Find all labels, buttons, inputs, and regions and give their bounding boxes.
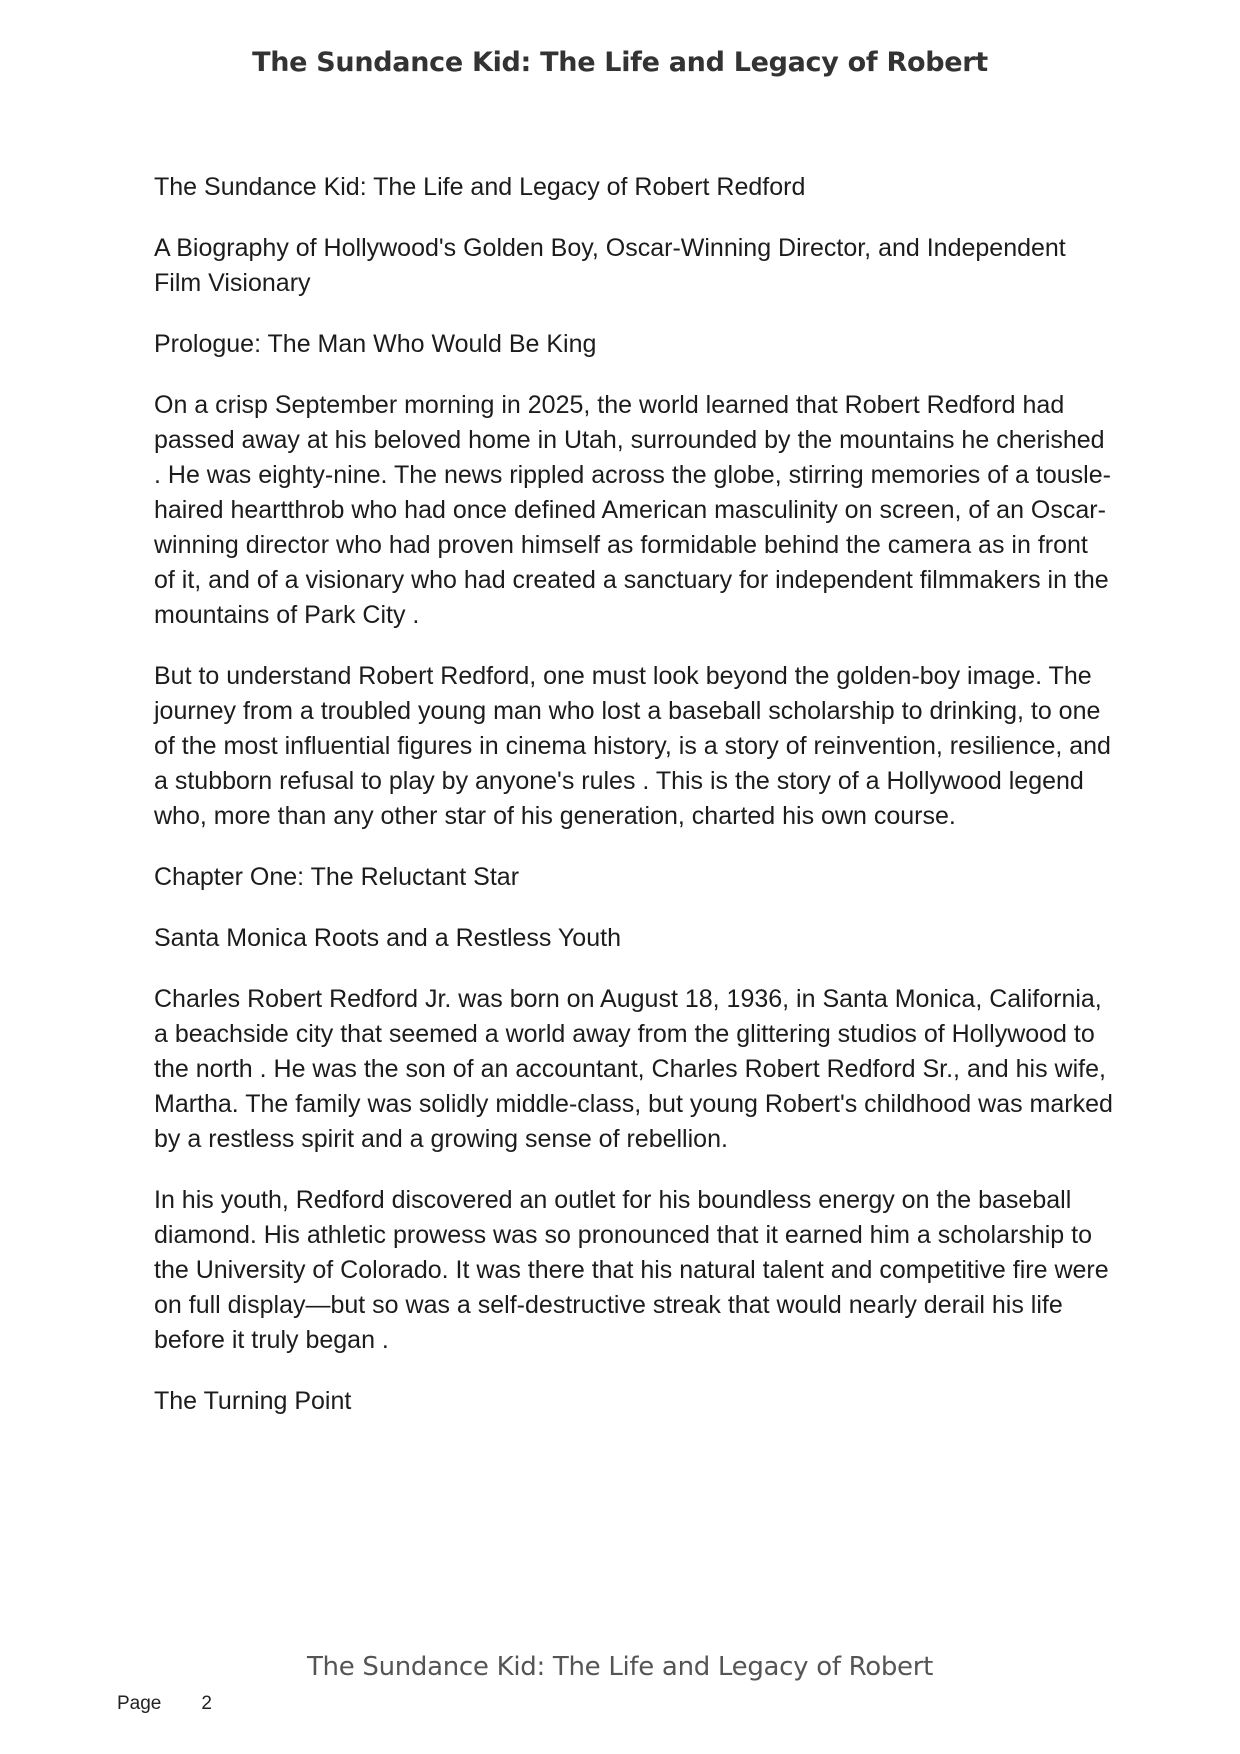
page-number: [117, 1693, 212, 1715]
page-number-value: 2: [201, 1693, 212, 1714]
page-label: Page: [117, 1693, 162, 1714]
body-paragraph: But to understand Robert Redford, one must look beyond the golden-boy image. The journey from a troubled young man who lost a baseball scholarship to drinking, to one of the most influential figures in cinema history, is a story of reinvention, resilience, and a stubborn refusal to play by anyone's rules . This is the story of a Hollywood legend who, more than any other star of his generation, charted his own course.: [154, 662, 1111, 830]
section-heading: Santa Monica Roots and a Restless Youth: [154, 924, 621, 952]
section-heading: The Turning Point: [154, 1387, 352, 1415]
document-body: [154, 170, 1114, 1445]
section-heading-prologue: Prologue: The Man Who Would Be King: [154, 330, 597, 358]
book-title: The Sundance Kid: The Life and Legacy of Robert Redford: [154, 173, 806, 201]
page-footer: The Sundance Kid: The Life and Legacy of Robert: [306, 1652, 934, 1682]
page-header: The Sundance Kid: The Life and Legacy of Robert: [252, 47, 988, 78]
body-paragraph: In his youth, Redford discovered an outlet for his boundless energy on the baseball diamond. His athletic prowess was so pronounced that it earned him a scholarship to the University of Colorado. It was there that his natural talent and competitive fire were on full display—but so was a self-destructive streak that would nearly derail his life before it truly began .: [154, 1186, 1109, 1354]
body-paragraph: On a crisp September morning in 2025, the world learned that Robert Redford had passed away at his beloved home in Utah, surrounded by the mountains he cherished . He was eighty-nine. The news rippled across the globe, stirring memories of a tousle-haired heartthrob who had once defined American masculinity on screen, of an Oscar-winning director who had proven himself as formidable behind the camera as in front of it, and of a visionary who had created a sanctuary for independent filmmakers in the mountains of Park City .: [154, 391, 1111, 629]
chapter-heading: Chapter One: The Reluctant Star: [154, 863, 520, 891]
book-subtitle: A Biography of Hollywood's Golden Boy, Oscar-Winning Director, and Independent Film Visionary: [154, 234, 1066, 297]
body-paragraph: Charles Robert Redford Jr. was born on August 18, 1936, in Santa Monica, California, a beachside city that seemed a world away from the glittering studios of Hollywood to the north . He was the son of an accountant, Charles Robert Redford Sr., and his wife, Martha. The family was solidly middle-class, but young Robert's childhood was marked by a restless spirit and a growing sense of rebellion.: [154, 985, 1113, 1153]
